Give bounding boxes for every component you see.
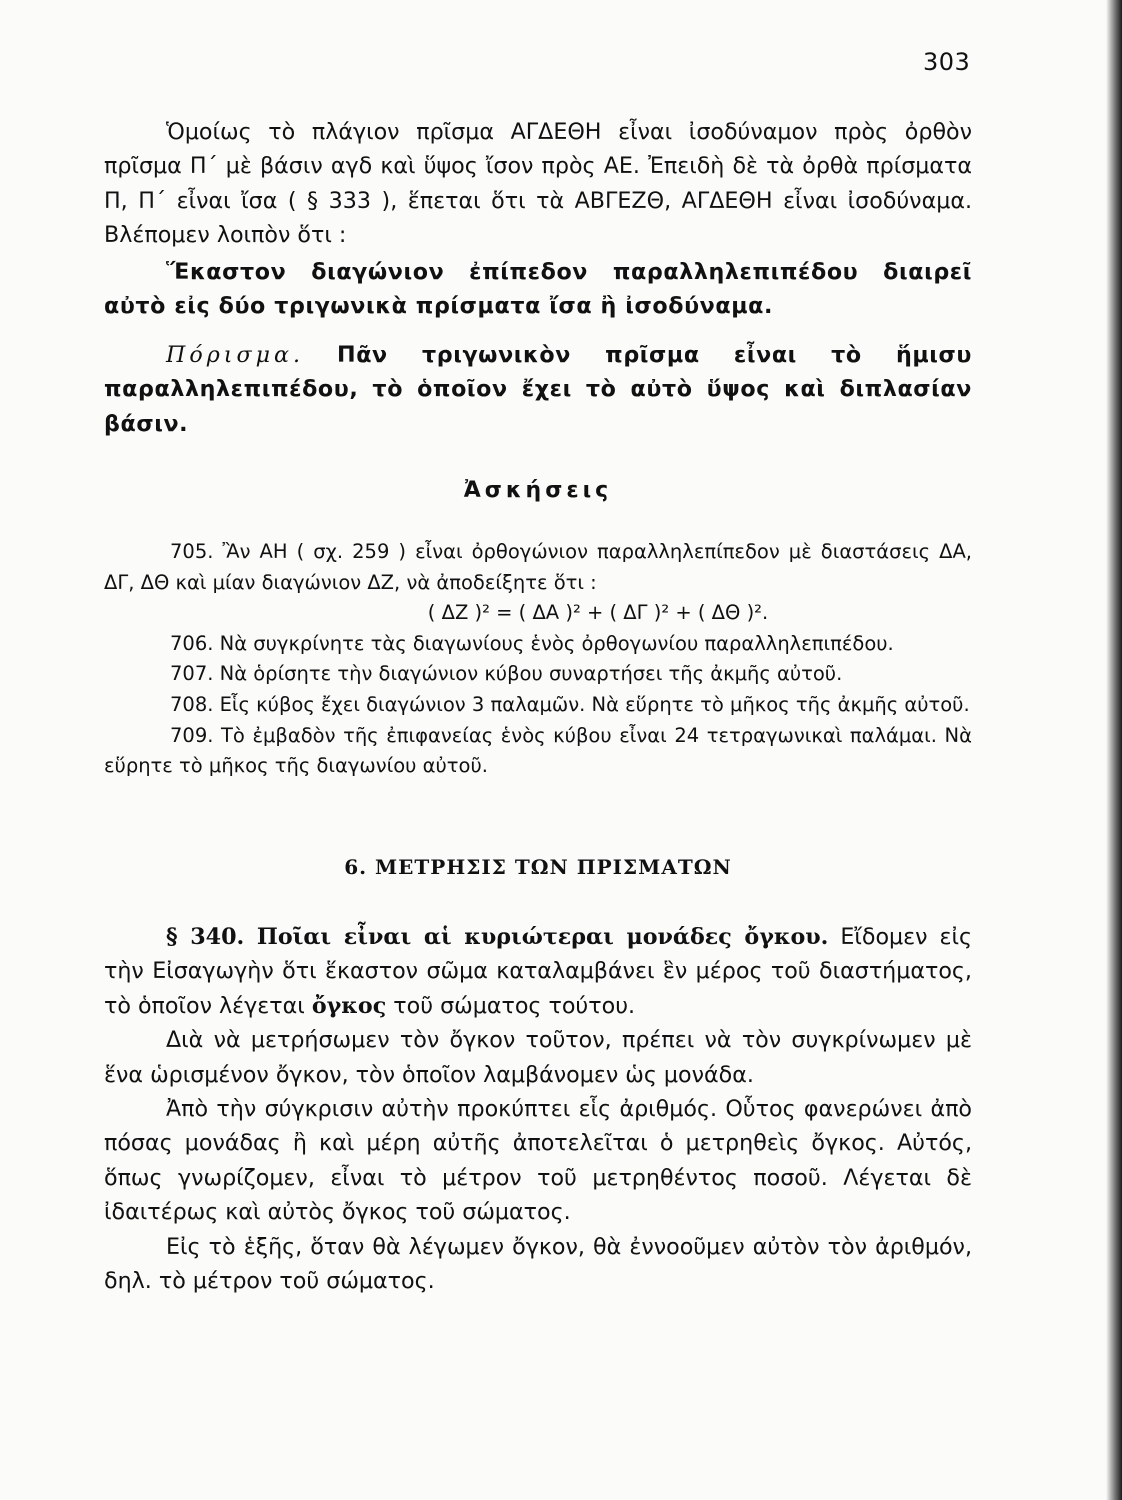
page-number: 303 — [923, 48, 971, 76]
section-340-heading: § 340. Ποῖαι εἶναι αἱ κυριώτεραι μονάδες ὄγκου. — [166, 924, 829, 950]
exercise-709: 709. Τὸ ἐμβαδὸν τῆς ἐπιφανείας ἑνὸς κύβου εἶναι 24 τετραγωνικαὶ παλάμαι. Νὰ εὕρητε τὸ μῆκος τῆς διαγωνίου αὐτοῦ. — [104, 723, 972, 778]
exercise-708: 708. Εἷς κύβος ἔχει διαγώνιον 3 παλαμῶν. Νὰ εὕρητε τὸ μῆκος τῆς ἀκμῆς αὐτοῦ. — [170, 692, 970, 716]
section-340-bold-term: ὄγκος — [311, 992, 387, 1019]
exercise-706: 706. Νὰ συγκρίνητε τὰς διαγωνίους ἑνὸς ὀρθογωνίου παραλληλεπιπέδου. — [170, 631, 894, 655]
porisma-label: Πόρισμα. — [166, 342, 305, 368]
paragraph-text: Ὁμοίως τὸ πλάγιον πρῖσμα ΑΓΔΕΘΗ εἶναι ἰσοδύναμον πρὸς ὀρθὸν πρῖσμα Π΄ μὲ βάσιν αγδ καὶ ὕψος ἴσον πρὸς ΑΕ. Ἐπειδὴ δὲ τὰ ὀρθὰ πρίσματα Π, Π΄ εἶναι ἴσα ( § 333 ), ἕπεται ὅτι τὰ ΑΒΓΕΖΘ, ΑΓΔΕΘΗ εἶναι ἰσοδύναμα. Βλέπομεν λοιπὸν ὅτι : — [104, 119, 972, 249]
section-340-text-a: Εἴδομεν εἰς τὴν Εἰσαγωγὴν ὅτι ἕκαστον σῶμα καταλαμβάνει ἓν μέρος τοῦ διαστήματος, τὸ ὁποῖον λέγεται — [104, 924, 972, 1019]
section-title: 6. ΜΕΤΡΗΣΙΣ ΤΩΝ ΠΡΙΣΜΑΤΩΝ — [344, 855, 732, 879]
porisma-text: Πᾶν τριγωνικὸν πρῖσμα εἶναι τὸ ἥμισυ παραλληλεπιπέδου, τὸ ὁποῖον ἔχει τὸ αὐτὸ ὕψος καὶ διπλασίαν βάσιν. — [104, 342, 973, 437]
exercises-list — [104, 537, 972, 782]
exercises-heading: Ἀσκήσεις — [463, 478, 613, 503]
exercise-705-formula: ( ΔΖ )² = ( ΔΑ )² + ( ΔΓ )² + ( ΔΘ )². — [427, 601, 769, 625]
theorem-text: Ἕκαστον διαγώνιον ἐπίπεδον παραλληλεπιπέδου διαιρεῖ αὐτὸ εἰς δύο τριγωνικὰ πρίσματα ἴσα ἢ ἰσοδύναμα. — [104, 259, 972, 320]
exercise-707: 707. Νὰ ὁρίσητε τὴν διαγώνιον κύβου συναρτήσει τῆς ἀκμῆς αὐτοῦ. — [170, 662, 843, 686]
exercise-705: 705. Ἂν ΑΗ ( σχ. 259 ) εἶναι ὀρθογώνιον παραλληλεπίπεδον μὲ διαστάσεις ΔΑ, ΔΓ, ΔΘ καὶ μίαν διαγώνιον ΔΖ, νὰ ἀποδείξητε ὅτι : — [104, 540, 972, 594]
paragraph-next: Εἰς τὸ ἑξῆς, ὅταν θὰ λέγωμεν ὄγκον, θὰ ἐννοοῦμεν αὐτὸν τὸν ἀριθμόν, δηλ. τὸ μέτρον τοῦ σώματος. — [104, 1233, 972, 1295]
section-340 — [104, 920, 972, 1298]
porisma — [104, 338, 972, 441]
paragraph-measure: Διὰ νὰ μετρήσωμεν τὸν ὄγκον τοῦτον, πρέπει νὰ τὸν συγκρίνωμεν μὲ ἕνα ὡρισμένον ὄγκον, τὸν ὁποῖον λαμβάνομεν ὡς μονάδα. — [104, 1027, 972, 1088]
section-340-text-b: τοῦ σώματος τούτου. — [393, 992, 636, 1019]
paragraph-oblique-prism — [104, 115, 972, 253]
theorem — [104, 255, 972, 324]
paragraph-compare: Ἀπὸ τὴν σύγκρισιν αὐτὴν προκύπτει εἷς ἀριθμός. Οὗτος φανερώνει ἀπὸ πόσας μονάδας ἢ καὶ μέρη αὐτῆς ἀποτελεῖται ὁ μετρηθεὶς ὄγκος. Αὐτός, ὅπως γνωρίζομεν, εἶναι τὸ μέτρον τοῦ μετρηθέντος ποσοῦ. Λέγεται δὲ ἰδαιτέρως καὶ αὐτὸς ὄγκος τοῦ σώματος. — [104, 1096, 972, 1226]
page-edge-shadow — [1106, 0, 1122, 1500]
